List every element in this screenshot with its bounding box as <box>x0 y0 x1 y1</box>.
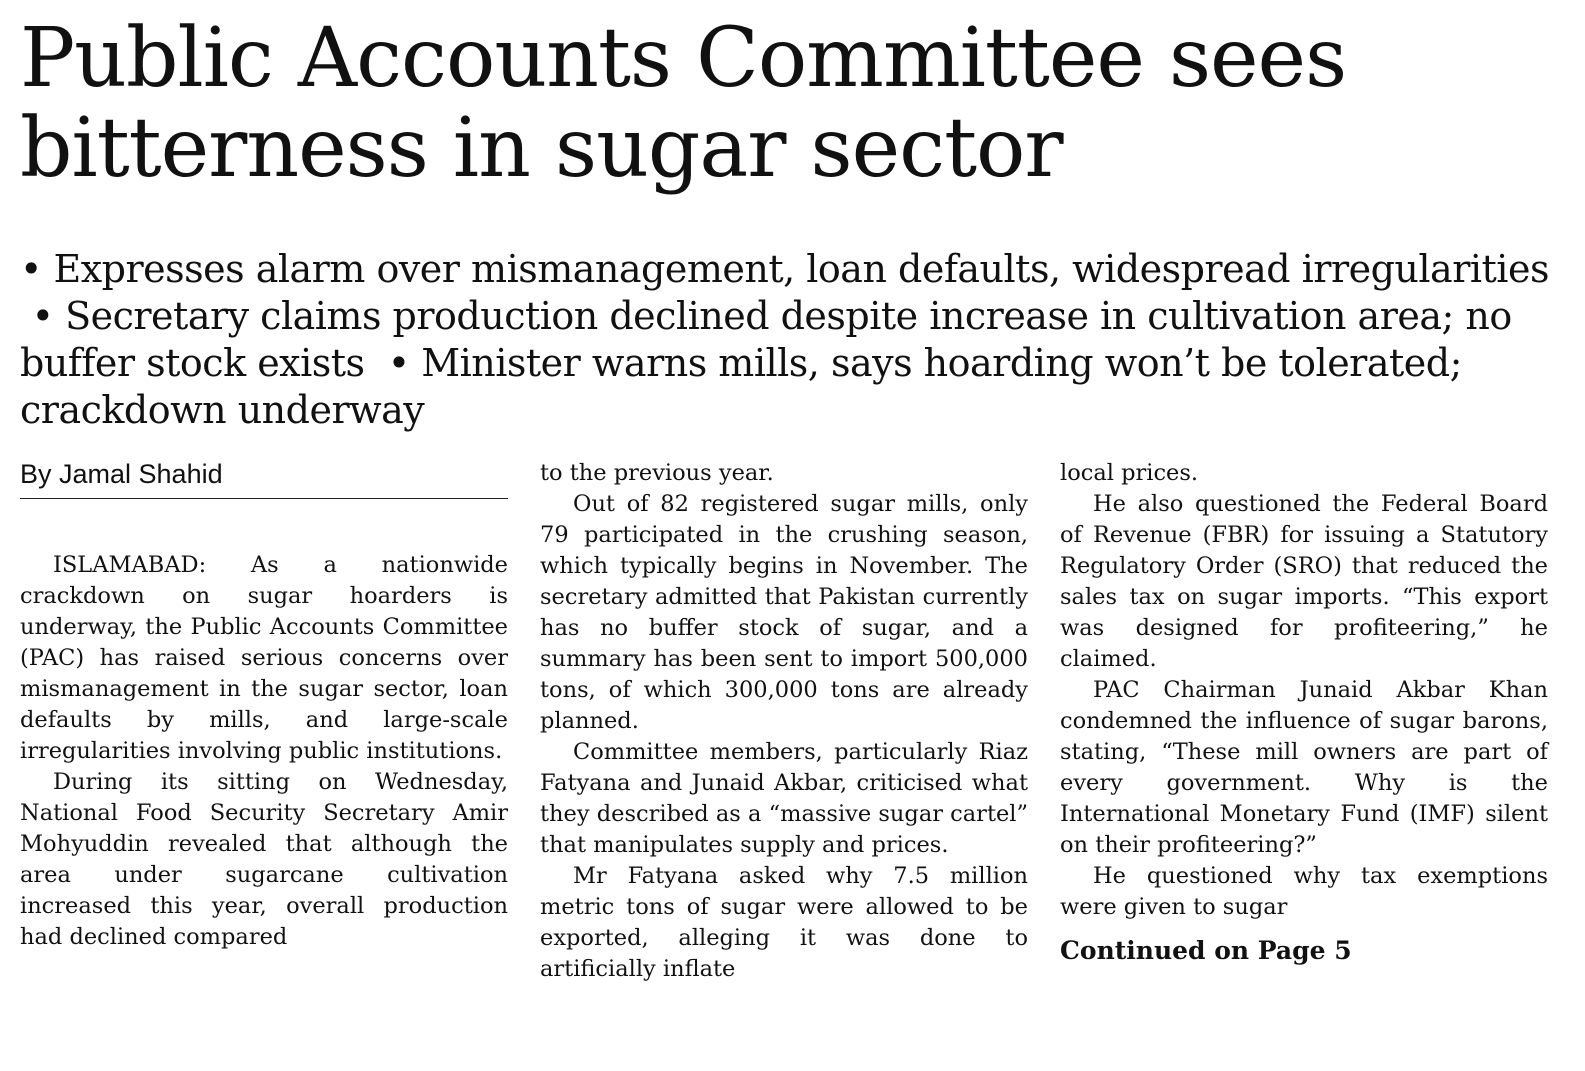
deck-point-1: • Expresses alarm over mismanagement, loan defaults, widespread irregularities <box>20 247 1549 291</box>
article-column-1 <box>20 458 508 953</box>
paragraph: During its sitting on Wednesday, National Food Security Secretary Amir Mohyuddin revealed that although the area under sugarcane cultivation increased this year, overall production had declined compared <box>20 769 508 950</box>
paragraph: He questioned why tax exemptions were given to sugar <box>1060 863 1548 920</box>
deck-point-3: • Minister warns mills, says hoarding won’t be tolerated; crackdown underway <box>20 341 1462 432</box>
article-column-3 <box>1060 458 1548 969</box>
paragraph: local prices. <box>1060 460 1199 486</box>
headline: Public Accounts Committee sees bitterness in sugar sector <box>20 11 1347 196</box>
paragraph: He also questioned the Federal Board of Revenue (FBR) for issuing a Statutory Regulatory Order (SRO) that reduced the sales tax on sugar imports. “This export was designed for profiteering,” he claimed. <box>1060 491 1548 672</box>
article-column-2 <box>540 458 1028 985</box>
paragraph: Out of 82 registered sugar mills, only 79 participated in the crushing season, which typically begins in November. The secretary admitted that Pakistan currently has no buffer stock of sugar, and a summary has been sent to import 500,000 tons, of which 300,000 tons are already planned. <box>540 491 1028 734</box>
continued-on-page-link[interactable]: Continued on Page 5 <box>1060 936 1352 965</box>
deck <box>20 246 1565 434</box>
byline: By Jamal Shahid <box>20 458 508 499</box>
paragraph: ISLAMABAD: As a nationwide crackdown on sugar hoarders is underway, the Public Accounts Committee (PAC) has raised serious concerns over mismanagement in the sugar sector, loan defaults by mills, and large-scale irregularities involving public institutions. <box>20 552 508 764</box>
paragraph: Committee members, particularly Riaz Fatyana and Junaid Akbar, criticised what they described as a “massive sugar cartel” that manipulates supply and prices. <box>540 739 1028 858</box>
paragraph: to the previous year. <box>540 460 774 486</box>
paragraph: Mr Fatyana asked why 7.5 million metric tons of sugar were allowed to be exported, alleging it was done to artificially inflate <box>540 863 1028 982</box>
paragraph: PAC Chairman Junaid Akbar Khan condemned the influence of sugar barons, stating, “These mill owners are part of every government. Why is the International Monetary Fund (IMF) silent on their profiteering?” <box>1060 677 1548 858</box>
deck-point-2: • Secretary claims production declined despite increase in cultivation area; no buffer stock exists <box>20 294 1512 385</box>
